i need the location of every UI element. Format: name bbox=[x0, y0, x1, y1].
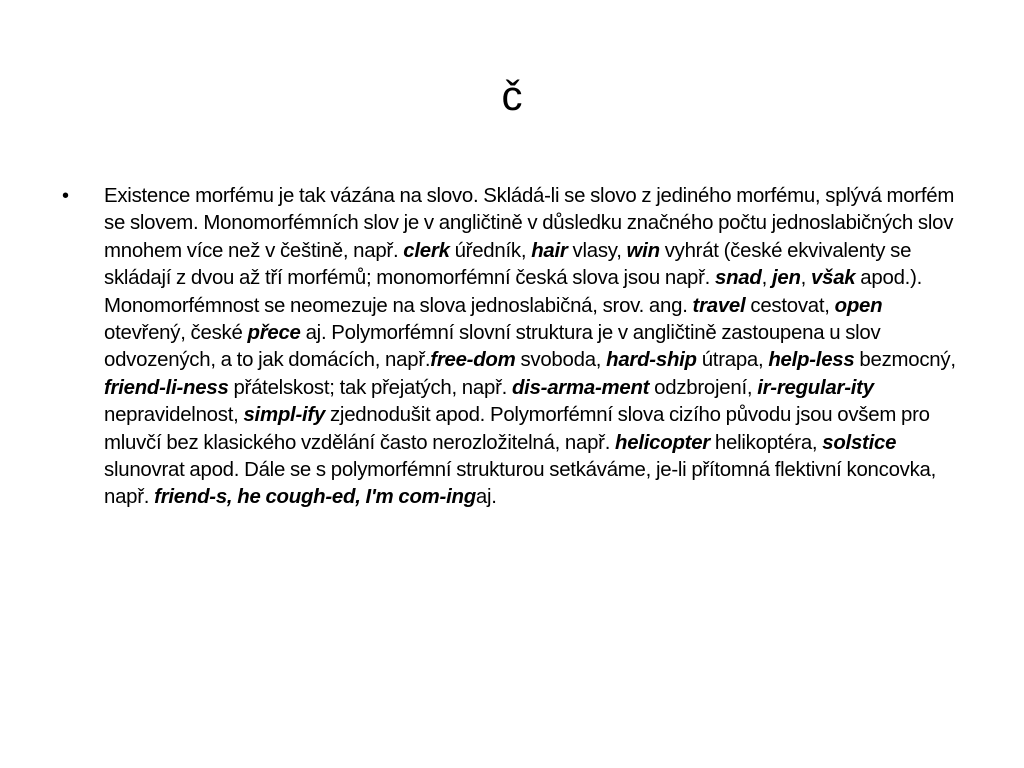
slide-title: č bbox=[501, 72, 523, 119]
example-term: clerk bbox=[403, 239, 450, 262]
paragraph-text: svoboda, bbox=[515, 349, 607, 372]
example-term: travel bbox=[692, 294, 746, 317]
paragraph-text: cestovat, bbox=[745, 294, 835, 317]
paragraph-text: , bbox=[761, 267, 772, 290]
example-term: free-dom bbox=[430, 349, 516, 372]
example-term: hard-ship bbox=[606, 349, 697, 372]
example-term: friend-li-ness bbox=[104, 376, 229, 399]
example-term: helicopter bbox=[615, 431, 710, 454]
example-term: však bbox=[811, 267, 856, 290]
example-term: solstice bbox=[822, 431, 897, 454]
paragraph-text: přátelskost; tak přejatých, např. bbox=[228, 376, 512, 399]
paragraph-text: Existence morfému je tak vázána na slovo. Skládá-li se slovo z jediného morfému, splývá morfém se slovem. Monomorfémních slov je v angličtině v důsledku značného počtu jednoslabičných slov mnohem více než v češtině, např. bbox=[104, 185, 955, 262]
example-term: hair bbox=[531, 239, 568, 262]
example-term: win bbox=[626, 239, 660, 262]
example-term: ir-regular-ity bbox=[757, 376, 874, 399]
paragraph-text: zjednodušit apod. Polymorfémní slova cizího původu jsou ovšem pro mluvčí bez klasického vzdělání často nerozložitelná, např. bbox=[104, 404, 930, 454]
paragraph-text: bezmocný, bbox=[854, 349, 956, 372]
paragraph-text: otevřený, české bbox=[104, 322, 248, 345]
example-term: jen bbox=[771, 267, 801, 290]
paragraph-text: aj. bbox=[475, 486, 497, 509]
example-term: help-less bbox=[768, 349, 855, 372]
bullet-item bbox=[60, 183, 960, 512]
paragraph-text: úředník, bbox=[449, 239, 532, 262]
example-term: friend-s, he cough-ed, I'm com-ing bbox=[154, 486, 476, 509]
example-term: simpl-ify bbox=[243, 404, 326, 427]
paragraph-text: slunovrat apod. Dále se s polymorfémní strukturou setkáváme, je-li přítomná flektivní koncovka, např. bbox=[104, 459, 937, 509]
example-term: snad bbox=[715, 267, 762, 290]
paragraph-text: nepravidelnost, bbox=[104, 404, 244, 427]
example-term: dis-arma-ment bbox=[511, 376, 650, 399]
example-term: přece bbox=[247, 322, 301, 345]
slide-body bbox=[60, 183, 960, 512]
paragraph-text: odzbrojení, bbox=[649, 376, 758, 399]
paragraph-text: , bbox=[800, 267, 812, 290]
paragraph-text: vlasy, bbox=[567, 239, 627, 262]
paragraph-text: útrapa, bbox=[696, 349, 769, 372]
example-term: open bbox=[834, 294, 883, 317]
bullet-icon: • bbox=[62, 185, 70, 207]
bullet-paragraph bbox=[104, 183, 960, 512]
paragraph-text: vyhrát (české ekvivalenty se skládají z dvou až tří morfémů; monomorfémní česká slova jsou např. bbox=[104, 239, 912, 290]
paragraph-text: helikoptéra, bbox=[710, 431, 823, 454]
paragraph-text: apod.). Monomorfémnost se neomezuje na slova jednoslabičná, srov. ang. bbox=[104, 267, 923, 317]
paragraph-text: aj. Polymorfémní slovní struktura je v angličtině zastoupena u slov odvozených, a to jak domácích, např. bbox=[104, 322, 881, 372]
